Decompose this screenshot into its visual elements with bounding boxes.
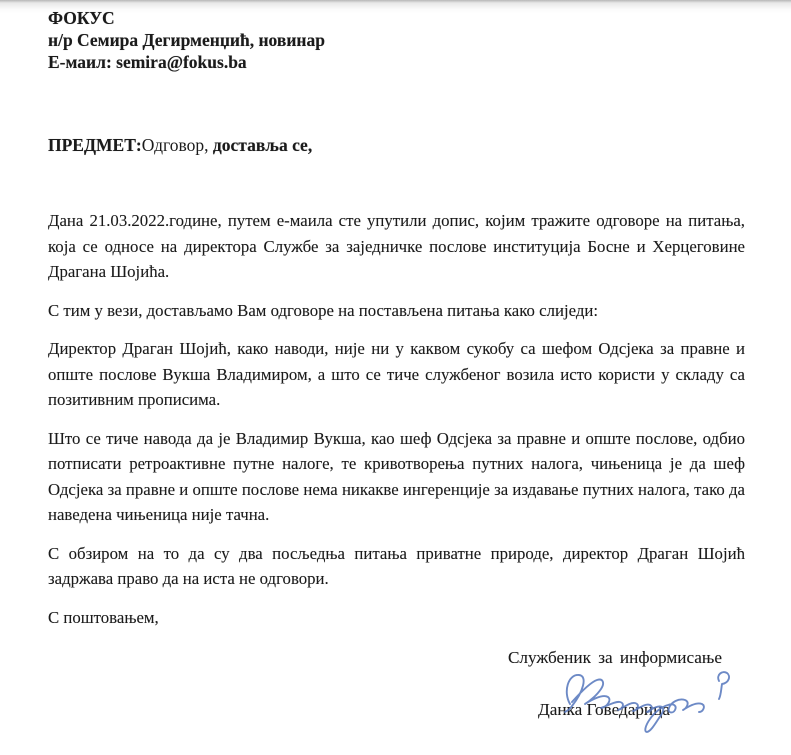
recipient-email-line: Е-маил: semira@fokus.ba — [48, 52, 247, 72]
body-paragraph-5: С обзиром на то да су два посљедња питања приватне природе, директор Драган Шојић задржава право да на иста не одговори. — [48, 543, 745, 588]
body-paragraph-4: Што се тиче навода да је Владимир Вукша, као шеф Одсјека за правне и опште послове, одбио потписати ретроактивне путне налоге, те кривотворења путних налога, чињеница је да шеф Одсјека за правне и опште послове нема никакве ингеренције за издавање путних налога, тако да наведена чињеница није тачна. — [48, 428, 745, 524]
recipient-organization: ФОКУС — [48, 8, 115, 28]
signer-title: Службеник за информисање — [507, 648, 722, 667]
body-paragraph-1: Дана 21.03.2022.године, путем е-маила сте упутили допис, којим тражите одговоре на питања, која се односе на директора Службе за заједничке послове институција Босне и Херцеговине Драгана Шојића. — [48, 211, 745, 281]
subject-line — [48, 134, 745, 156]
signer-name: Данка Говедарица — [537, 700, 670, 719]
closing-salutation: С поштовањем, — [48, 607, 159, 627]
recipient-attention-line: н/р Семира Дегирменџић, новинар — [48, 30, 325, 50]
subject-value: Одговор, — [141, 135, 209, 155]
signature-block — [508, 646, 722, 722]
body-paragraph-3: Директор Драган Шојић, како наводи, није ни у каквом сукобу са шефом Одсјека за правне и опште послове Вукша Владимиром, а што се тиче службеног возила исто користи у складу са позитивним прописима. — [48, 339, 745, 409]
recipient-block — [48, 7, 745, 73]
subject-label: ПРЕДМЕТ: — [48, 135, 142, 155]
body-paragraph-2: С тим у вези, достављамо Вам одговоре на постављена питања како слиједи: — [48, 300, 599, 320]
subject-value-bold: доставља се, — [208, 135, 313, 155]
